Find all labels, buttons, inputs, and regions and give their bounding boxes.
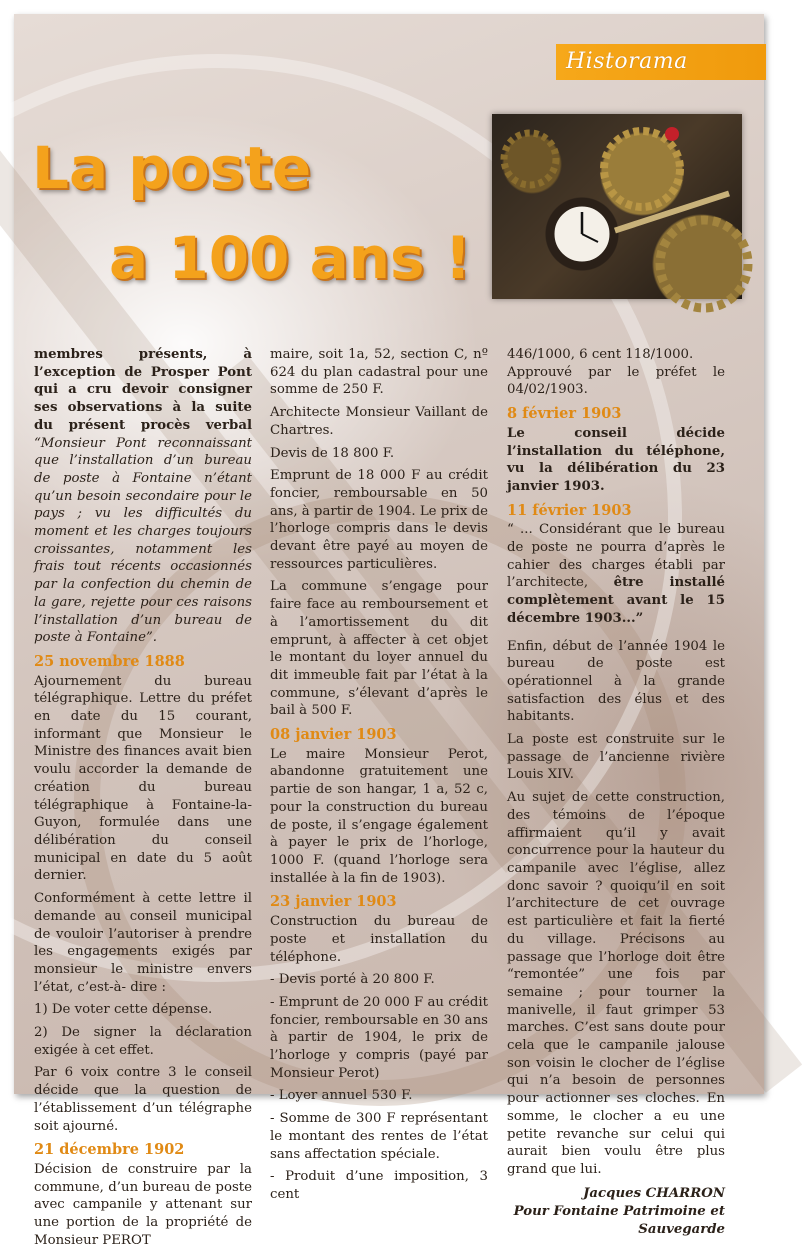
paragraph: Emprunt de 18 000 F au crédit foncier, remboursable en 50 ans, à partir de 1904. Le prix de l’horloge compris dans le devis devant être payé au moyen de ressources particulières.	[270, 468, 488, 572]
paragraph: Le conseil décide l’installation du téléphone, vu la délibération du 23 janvier 1903.	[507, 425, 725, 494]
signature	[507, 1185, 725, 1239]
paragraph: La commune s’engage pour faire face au remboursement et à l’amortissement du dit emprunt, à affecter à cet objet le montant du loyer annuel du dit immeuble fait par l’état à la commune, s’élevant d’après le bail à 500 F.	[270, 579, 488, 719]
paragraph: Approuvé par le préfet le 04/02/1903.	[507, 364, 725, 398]
paragraph: La poste est construite sur le passage de l’ancienne rivière Louis XIV.	[507, 732, 725, 783]
paragraph: Devis de 18 800 F.	[270, 445, 395, 461]
paragraph: Le maire Monsieur Perot, abandonne gratuitement une partie de son hangar, 1 a, 52 c, pour la construction du bureau de poste, il s’engage également à payer le prix de l’horloge, 1000 F. (quand l’horloge sera installée à la fin de 1903).	[270, 746, 488, 886]
paragraph: maire, soit 1a, 52, section C, nº 624 du plan cadastral pour une somme de 250 F.	[270, 347, 488, 398]
paragraph: Architecte Monsieur Vaillant de Chartres.	[270, 405, 488, 438]
author-name: Jacques CHARRON	[583, 1185, 725, 1201]
date-heading: 11 février 1903	[507, 501, 632, 519]
paragraph: Conformément à cette lettre il demande au conseil municipal de vouloir l’autoriser à prendre les engagements exigés par monsieur le ministre envers l’état, c’est-à- dire :	[34, 891, 252, 995]
text-column-2	[270, 346, 488, 1209]
clock-photo-illustration	[492, 114, 742, 299]
date-heading: 08 janvier 1903	[270, 726, 397, 744]
intro-bold-text: membres présents, à l’exception de Prosper Pont qui a cru devoir consigner ses observations à la suite du présent procès verbal	[34, 347, 252, 433]
paragraph: Ajournement du bureau télégraphique. Lettre du préfet en date du 15 courant, informant que Monsieur le Ministre des finances avait bien voulu accorder la demande de création du bureau télégraphique à Fontaine-la-Guyon, formulée dans une délibération du conseil municipal en date du 5 août dernier.	[34, 673, 252, 884]
date-heading: 8 février 1903	[507, 405, 622, 423]
date-heading: 23 janvier 1903	[270, 893, 397, 911]
text-column-3	[507, 346, 725, 1239]
date-heading: 21 décembre 1902	[34, 1141, 185, 1159]
clock-mechanism-photo	[492, 114, 742, 299]
paragraph: - Produit d’une imposition, 3 cent	[270, 1169, 488, 1202]
paragraph: Enfin, début de l’année 1904 le bureau de poste est opérationnel à la grande satisfaction des élus et des habitants.	[507, 638, 725, 725]
paragraph: Décision de construire par la commune, d’un bureau de poste avec campanile y attenant sur une portion de la propriété de Monsieur PEROT	[34, 1161, 252, 1248]
quote-bold-text: être installé complètement avant le 15 décembre 1903...”	[507, 575, 725, 626]
paragraph: 2) De signer la déclaration exigée à cet effet.	[34, 1025, 252, 1058]
paragraph: Par 6 voix contre 3 le conseil décide que la question de l’établissement d’un télégraphe soit ajourné.	[34, 1065, 252, 1134]
article-title-line1: La poste	[32, 134, 312, 202]
author-org: Sauvegarde	[638, 1221, 725, 1237]
quote-text: “ ... Considérant que le bureau de poste ne pourra d’après le cahier des charges établi par l’architecte,	[507, 522, 725, 591]
author-org: Pour Fontaine Patrimoine et	[513, 1203, 725, 1219]
article-title-line2: a 100 ans !	[109, 224, 472, 292]
magazine-page	[14, 14, 764, 1248]
text-column-1	[34, 346, 252, 1254]
paragraph: Construction du bureau de poste et installation du téléphone.	[270, 914, 488, 965]
paragraph: Au sujet de cette construction, des témoins de l’époque affirmaient qu’il y avait concurrence pour la hauteur du campanile avec l’église, allez donc savoir ? quoiqu’il en soit l’architecture de cet ouvrage est particulière et fait la fierté du village. Précisons au passage que l’horloge doit être “remontée” une fois par semaine ; pour tourner la manivelle, il faut grimper 53 marches. C’est sans doute pour cela que le campanile jalouse son voisin le clocher de l’église qui n’a besoin de personnes pour actionner ses cloches. En somme, le clocher a eu une petite revanche sur celui qui aurait bien voulu être plus grand que lui.	[507, 790, 725, 1177]
paragraph: - Somme de 300 F représentant le montant des rentes de l’état sans affectation spéciale.	[270, 1111, 488, 1162]
paragraph: 446/1000, 6 cent 118/1000.	[507, 347, 694, 362]
paragraph: - Emprunt de 20 000 F au crédit foncier, remboursable en 30 ans à partir de 1904, le prix de l’horloge y compris (payé par Monsieur Perot)	[270, 994, 488, 1081]
paragraph: - Loyer annuel 530 F.	[270, 1088, 413, 1104]
section-banner: Historama	[556, 44, 766, 80]
date-heading: 25 novembre 1888	[34, 652, 185, 670]
paragraph: - Devis porté à 20 800 F.	[270, 972, 435, 988]
paragraph: 1) De voter cette dépense.	[34, 1002, 213, 1018]
intro-quote: “Monsieur Pont reconnaissant que l’installation d’un bureau de poste à Fontaine n’étant qu’un besoin secondaire pour le pays ; vu les difficultés du moment et les charges toujours croissantes, notamment les frais tout récents occasionnés par la confection du chemin de la gare, rejette pour ces raisons l’installation d’un bureau de poste à Fontaine”.	[34, 435, 252, 646]
